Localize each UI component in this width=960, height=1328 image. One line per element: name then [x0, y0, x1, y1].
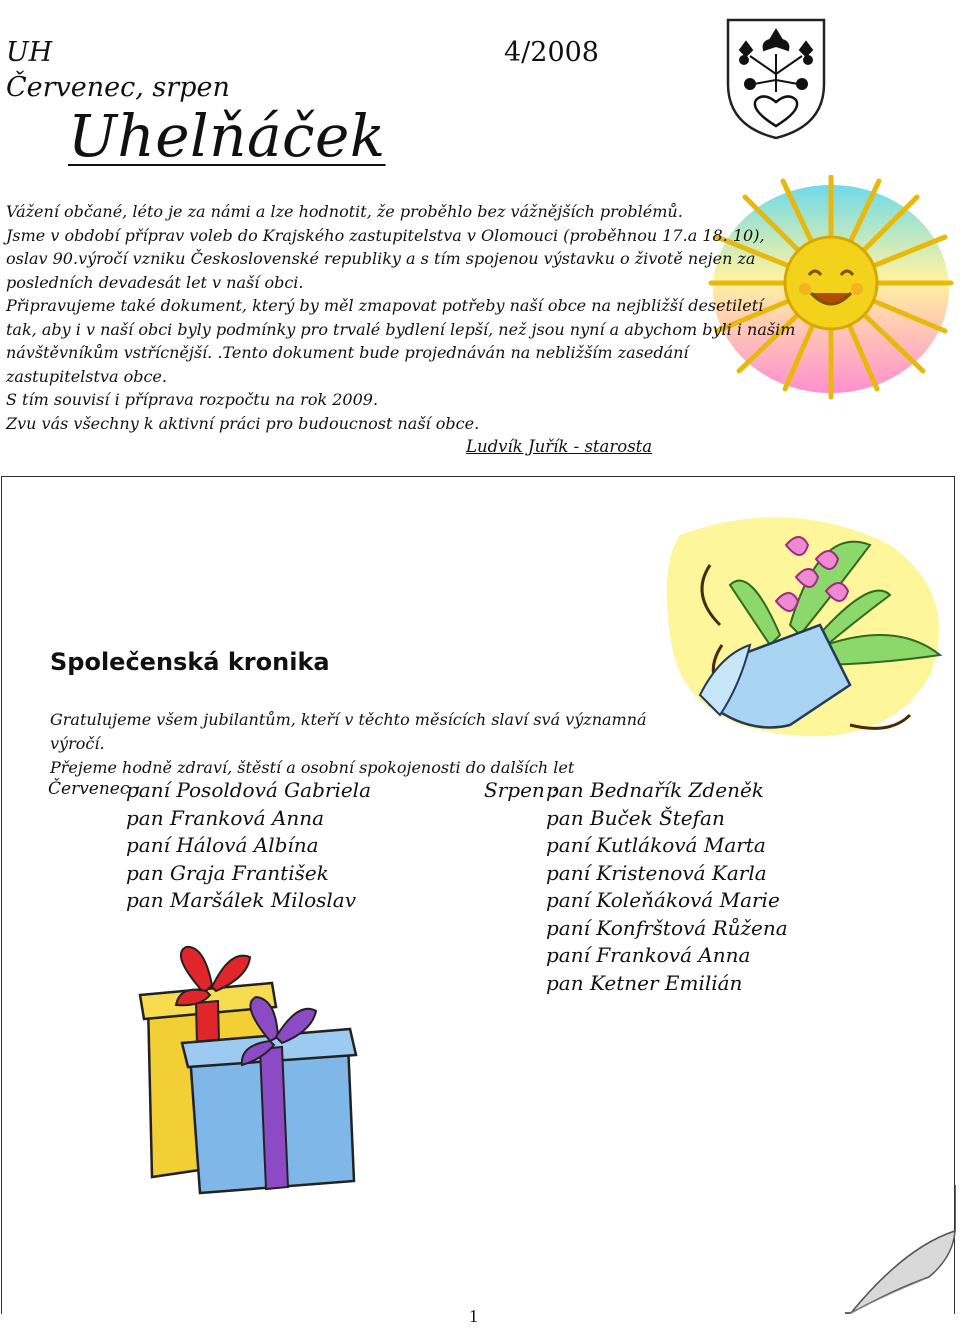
list-item: pan Maršálek Miloslav — [126, 888, 357, 912]
list-item: paní Franková Anna — [546, 943, 751, 967]
letter-line: Zvu vás všechny k aktivní práci pro budoucnost naší obce. — [6, 413, 480, 433]
list-item: pan Bednařík Zdeněk — [546, 778, 764, 802]
srpen-list — [546, 777, 788, 997]
header-code: UH — [6, 37, 53, 68]
letter-line: oslav 90.výročí vzniku Československé republiky a s tím spojenou výstavku o životě nejen za — [6, 249, 756, 268]
list-item: paní Hálová Albína — [126, 833, 319, 857]
list-item: paní Kristenová Karla — [546, 860, 767, 885]
gifts-illustration — [120, 945, 370, 1195]
flowers-illustration — [640, 505, 960, 765]
newsletter-title: Uhelňáček — [68, 102, 386, 170]
letter-line: návštěvníkům vstřícnější. .Tento dokument bude projednáván na nebližším zasedání zastupitelstva obce. — [6, 343, 689, 386]
letter-line: Připravujeme také dokument, který by měl zmapovat potřeby naší obce na nejbližší desetiletí — [6, 296, 764, 315]
coat-of-arms-icon — [720, 14, 832, 142]
issue-number: 4/2008 — [504, 37, 599, 68]
letter-line: S tím souvisí i příprava rozpočtu na rok 2009. — [6, 390, 379, 409]
greeting-line: Gratulujeme všem jubilantům, kteří v těchto měsících slaví svá významná výročí. — [50, 710, 647, 753]
list-item: paní Koleňáková Marie — [546, 888, 780, 912]
letter-line: Jsme v období příprav voleb do Krajského zastupitelstva v Olomouci (proběhnou 17.a 18. 10), — [6, 225, 765, 245]
letter-line: tak, aby i v naší obci byly podmínky pro trvalé bydlení lepší, než jsou nyní a abychom byli i našim — [6, 319, 796, 339]
letter-line: Vážení občané, léto je za námi a lze hodnotit, že proběhlo bez vážnějších problémů. — [6, 202, 683, 221]
list-item: pan Ketner Emilián — [546, 970, 743, 995]
srpen-label: Srpen : — [484, 778, 558, 802]
kronika-greeting — [50, 708, 670, 780]
letter-line: posledních devadesát let v naší obci. — [6, 272, 304, 292]
signature: Ludvík Juřík - starosta — [466, 437, 653, 456]
list-item: paní Konfrštová Růžena — [546, 915, 788, 940]
page-number: 1 — [469, 1306, 478, 1326]
list-item: paní Kutláková Marta — [546, 833, 766, 857]
page-curl-icon — [845, 1185, 957, 1315]
issue-months: Červenec, srpen — [6, 72, 230, 103]
list-item: paní Posoldová Gabriela — [126, 778, 371, 802]
list-item: pan Graja František — [126, 860, 329, 885]
list-item: pan Franková Anna — [126, 805, 325, 830]
greeting-line: Přejeme hodně zdraví, štěstí a osobní spokojenosti do dalších let — [50, 758, 575, 777]
kronika-heading: Společenská kronika — [50, 648, 330, 676]
list-item: pan Buček Štefan — [546, 805, 725, 830]
cervenec-list — [126, 777, 371, 915]
mayor-letter — [6, 200, 796, 435]
cervenec-label: Červenec : — [48, 779, 141, 799]
